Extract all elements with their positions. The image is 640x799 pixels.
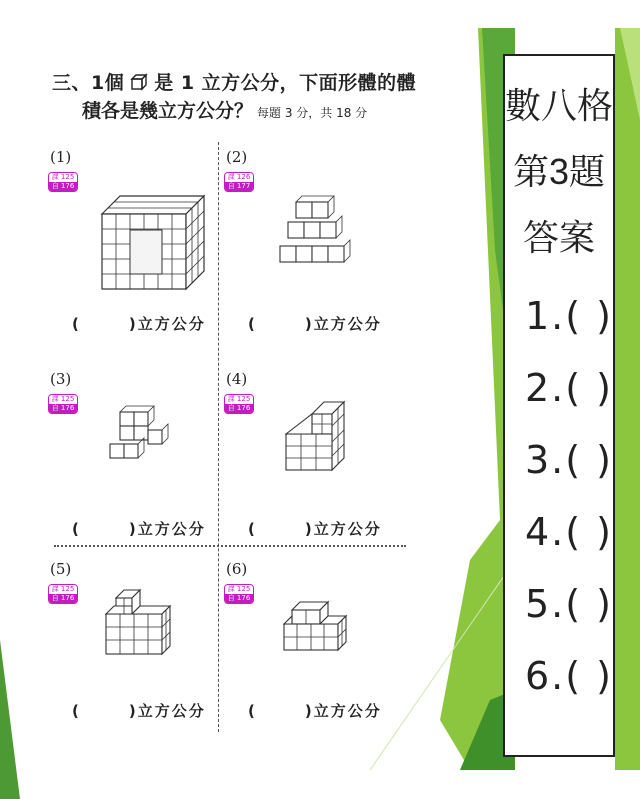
- reference-badge: 課 125 自 176: [224, 394, 254, 414]
- question-2: [226, 148, 402, 338]
- question-3: [50, 370, 226, 560]
- question-1: [50, 148, 226, 338]
- cube-figure-6: [280, 598, 370, 662]
- title-line2: 積各是幾立方公分？: [82, 100, 254, 122]
- question-6: [226, 560, 402, 750]
- question-title-line2: [82, 96, 367, 123]
- answer-slot-1[interactable]: 1.( ): [525, 294, 613, 338]
- question-number: (2): [226, 148, 248, 166]
- panel-heading-line-2: 第3題: [512, 151, 606, 192]
- question-4: [226, 370, 402, 560]
- answer-blank[interactable]: ( )立方公分: [248, 520, 382, 538]
- unit-cube-icon: [130, 73, 148, 91]
- question-5: [50, 560, 226, 750]
- cube-figure-4: [282, 396, 362, 482]
- reference-badge: 課 125 自 176: [48, 394, 78, 414]
- cube-figure-2: [276, 194, 356, 274]
- worksheet: [40, 60, 417, 740]
- answer-panel: [503, 54, 615, 757]
- answer-blank[interactable]: ( )立方公分: [248, 315, 382, 333]
- answer-slot-3[interactable]: 3.( ): [525, 438, 613, 482]
- reference-badge: 課 126 自 177: [224, 172, 254, 192]
- title-suffix: 是 1 立方公分，下面形體的體: [154, 72, 417, 94]
- cube-figure-5: [102, 588, 192, 672]
- answer-blank[interactable]: ( )立方公分: [72, 315, 206, 333]
- reference-badge: 課 125 自 176: [224, 584, 254, 604]
- cube-figure-1: [100, 174, 210, 294]
- question-number: (1): [50, 148, 72, 166]
- question-number: (5): [50, 560, 72, 578]
- answer-slot-4[interactable]: 4.( ): [525, 510, 613, 554]
- answer-blank[interactable]: ( )立方公分: [248, 702, 382, 720]
- question-number: (3): [50, 370, 72, 388]
- cube-figure-3: [106, 404, 176, 474]
- answer-slot-2[interactable]: 2.( ): [525, 366, 613, 410]
- panel-heading-line-3: 答案: [522, 217, 595, 258]
- question-number: (6): [226, 560, 248, 578]
- answer-blank[interactable]: ( )立方公分: [72, 702, 206, 720]
- answer-blank[interactable]: ( )立方公分: [72, 520, 206, 538]
- reference-badge: 課 125 自 176: [48, 172, 78, 192]
- question-number: (4): [226, 370, 248, 388]
- answer-slot-5[interactable]: 5.( ): [525, 582, 613, 626]
- title-prefix: 三、1個: [52, 72, 125, 94]
- reference-badge: 課 125 自 176: [48, 584, 78, 604]
- scoring-note: 每題 3 分，共 18 分: [257, 106, 368, 120]
- question-title: [52, 68, 416, 95]
- panel-heading-line-1: 數八格: [505, 85, 614, 126]
- answer-slot-6[interactable]: 6.( ): [525, 654, 613, 698]
